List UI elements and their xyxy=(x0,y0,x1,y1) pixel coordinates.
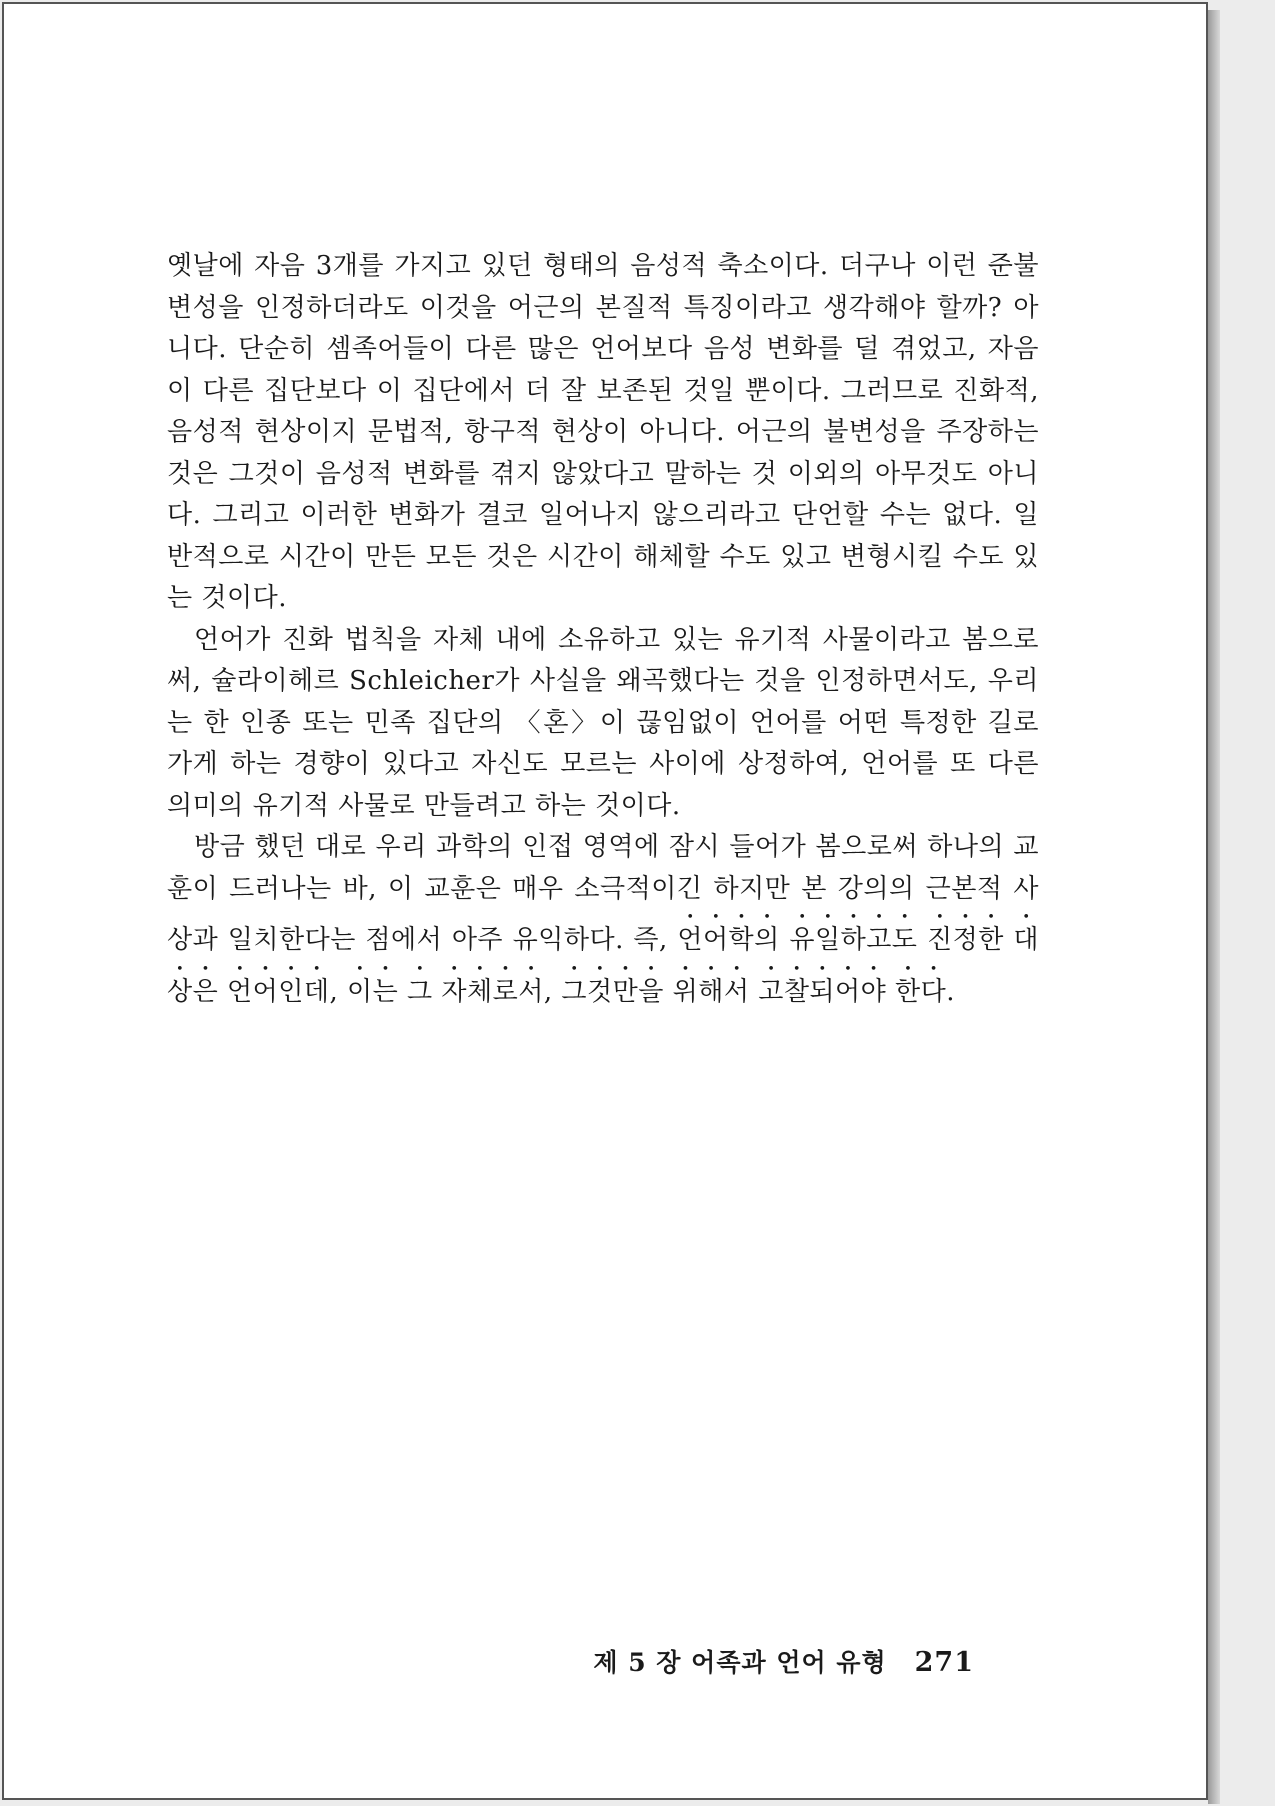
paragraph-2: 언어가 진화 법칙을 자체 내에 소유하고 있는 유기적 사물이라고 봄으로써, 슐라이헤르 Schleicher가 사실을 왜곡했다는 것을 인정하면서도, 우리는 한 인종 또는 민족 집단의 〈혼〉이 끊임없이 언어를 어떤 특정한 길로 가게 하는 경향이 있다고 자신도 모르는 사이에 상정하여, 언어를 또 다른 의미의 유기적 사물로 만들려고 하는 것이다. xyxy=(167,624,1039,821)
paragraph-3-emphasis: 언어학의 유일하고도 진정한 대상은 언어인데, 이는 그 자체로서, 그것만을 위해서 고찰되어야 한다. xyxy=(167,925,1039,1007)
body-text xyxy=(167,246,1039,1013)
paragraph-3 xyxy=(167,827,1039,1013)
paragraph-1: 옛날에 자음 3개를 가지고 있던 형태의 음성적 축소이다. 더구나 이런 준불변성을 인정하더라도 이것을 어근의 본질적 특징이라고 생각해야 할까? 아니다. 단순히 셈족어들이 다른 많은 언어보다 음성 변화를 덜 겪었고, 자음이 다른 집단보다 이 집단에서 더 잘 보존된 것일 뿐이다. 그러므로 진화적, 음성적 현상이지 문법적, 항구적 현상이 아니다. 어근의 불변성을 주장하는 것은 그것이 음성적 변화를 겪지 않았다고 말하는 것 이외의 아무것도 아니다. 그리고 이러한 변화가 결코 일어나지 않으리라고 단언할 수는 없다. 일반적으로 시간이 만든 모든 것은 시간이 해체할 수도 있고 변형시킬 수도 있는 것이다. xyxy=(167,251,1039,613)
chapter-title: 제 5 장 어족과 언어 유형 xyxy=(593,1648,887,1677)
page-edge-shadow xyxy=(1208,10,1220,1804)
document-page xyxy=(2,2,1208,1800)
paragraph-3-lead: 방금 했던 대로 우리 과학의 인접 영역에 잠시 들어가 봄으로써 하나의 교훈이 드러나는 바, 이 교훈은 매우 소극적이긴 하지만 본 강의의 근본적 사상과 일치한다는 점에서 아주 유익하다. 즉, xyxy=(167,832,1039,955)
page-number: 271 xyxy=(914,1647,974,1678)
running-footer xyxy=(593,1643,974,1679)
